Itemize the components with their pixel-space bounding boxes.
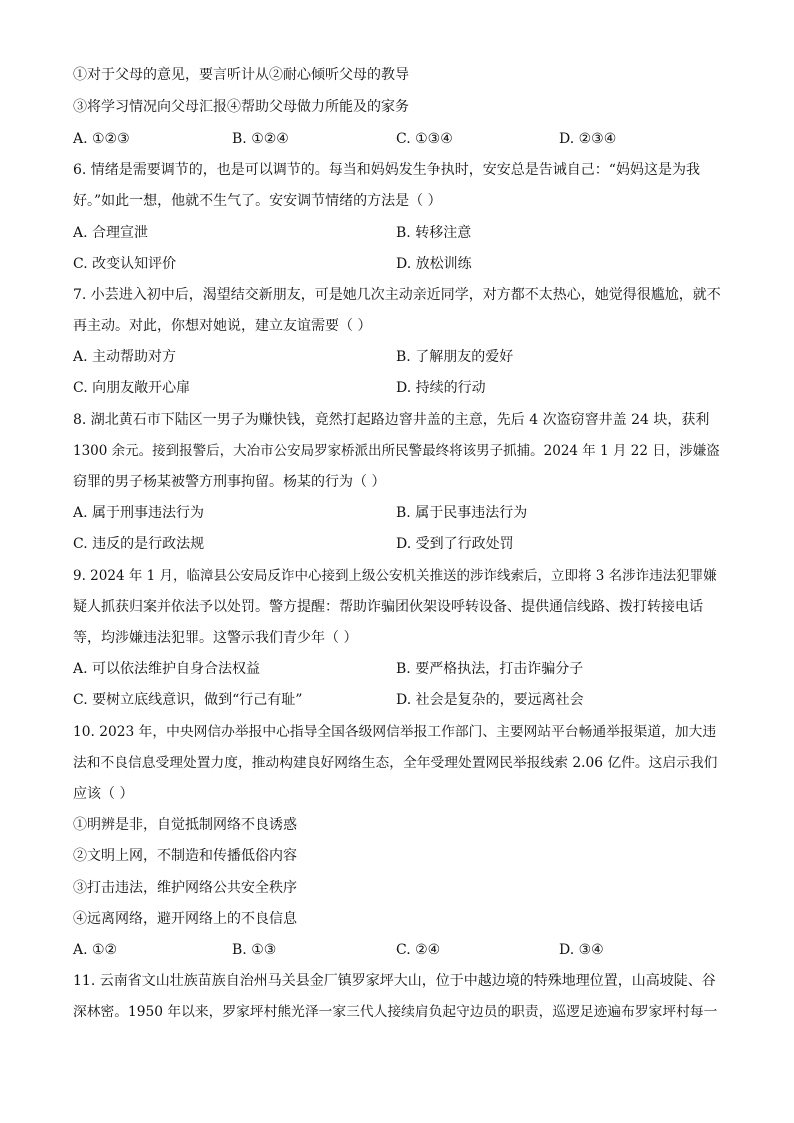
q9-option-a[interactable]: A. 可以依法维护自身合法权益 [73, 661, 261, 677]
q7-option-c[interactable]: C. 向朋友敞开心扉 [73, 380, 191, 396]
q10-statement-1: ①明辨是非，自觉抵制网络不良诱惑 [73, 817, 297, 833]
q9-option-d[interactable]: D. 社会是复杂的，要远离社会 [396, 692, 584, 708]
q8-option-c[interactable]: C. 违反的是行政法规 [73, 536, 205, 552]
q9-stem-line-1: 9. 2024 年 1 月，临漳县公安局反诈中心接到上级公安机关推送的涉诈线索后，立即将 3 名涉诈违法犯罪嫌 [73, 568, 717, 584]
q6-stem-line-2: 好。”如此一想，他就不生气了。安安调节情绪的方法是（ ） [73, 193, 442, 209]
q8-stem-line-3: 窃罪的男子杨某被警方刑事拘留。杨某的行为（ ） [73, 474, 386, 490]
q5-option-a[interactable]: A. ①②③ [73, 131, 130, 147]
q5-statement-3-4: ③将学习情况向父母汇报④帮助父母做力所能及的家务 [73, 99, 409, 115]
q8-option-a[interactable]: A. 属于刑事违法行为 [73, 505, 205, 521]
q7-stem-line-1: 7. 小芸进入初中后，渴望结交新朋友，可是她几次主动亲近同学，对方都不太热心，她觉得很尴尬，就不 [73, 287, 721, 303]
q10-option-a[interactable]: A. ①② [73, 942, 118, 958]
q5-statement-1-2: ①对于父母的意见，要言听计从②耐心倾听父母的教导 [73, 67, 409, 83]
q5-option-b[interactable]: B. ①②④ [232, 131, 289, 147]
q7-option-b[interactable]: B. 了解朋友的爱好 [396, 349, 514, 365]
q11-stem-line-1: 11. 云南省文山壮族苗族自治州马关县金厂镇罗家坪大山，位于中越边境的特殊地理位置，山高坡陡、谷 [73, 973, 716, 989]
q9-option-b[interactable]: B. 要严格执法，打击诈骗分子 [396, 661, 584, 677]
q6-option-d[interactable]: D. 放松训练 [396, 256, 472, 272]
q7-option-d[interactable]: D. 持续的行动 [396, 380, 486, 396]
q10-stem-line-1: 10. 2023 年，中央网信办举报中心指导全国各级网信举报工作部门、主要网站平台畅通举报渠道，加大违 [73, 724, 717, 740]
q8-stem-line-1: 8. 湖北黄石市下陆区一男子为赚快钱，竟然打起路边窨井盖的主意，先后 4 次盗窃窨井盖 24 块，获利 [73, 412, 710, 428]
q9-option-c[interactable]: C. 要树立底线意识，做到“行己有耻” [73, 692, 303, 708]
q10-statement-4: ④远离网络，避开网络上的不良信息 [73, 911, 297, 927]
q10-option-c[interactable]: C. ②④ [396, 942, 441, 958]
q10-stem-line-2: 法和不良信息受理处置力度，推动构建良好网络生态，全年受理处置网民举报线索 2.06 亿件。这启示我们 [73, 755, 718, 771]
q11-stem-line-2: 深林密。1950 年以来，罗家坪村熊光泽一家三代人接续肩负起守边员的职责，巡逻足迹遍布罗家坪村每一 [73, 1004, 718, 1020]
q7-option-a[interactable]: A. 主动帮助对方 [73, 349, 177, 365]
q7-stem-line-2: 再主动。对此，你想对她说，建立友谊需要（ ） [73, 318, 372, 334]
q10-statement-2: ②文明上网，不制造和传播低俗内容 [73, 848, 297, 864]
q10-stem-line-3: 应该（ ） [73, 786, 134, 802]
q10-option-b[interactable]: B. ①③ [232, 942, 277, 958]
q9-stem-line-3: 等，均涉嫌违法犯罪。这警示我们青少年（ ） [73, 630, 358, 646]
q5-option-d[interactable]: D. ②③④ [559, 131, 617, 147]
q10-option-d[interactable]: D. ③④ [559, 942, 604, 958]
q8-option-d[interactable]: D. 受到了行政处罚 [396, 536, 514, 552]
q6-option-a[interactable]: A. 合理宣泄 [73, 225, 149, 241]
q6-option-c[interactable]: C. 改变认知评价 [73, 256, 177, 272]
q9-stem-line-2: 疑人抓获归案并依法予以处罚。警方提醒：帮助诈骗团伙架设呼转设备、提供通信线路、拨打转接电话 [73, 599, 703, 615]
q8-option-b[interactable]: B. 属于民事违法行为 [396, 505, 528, 521]
q6-option-b[interactable]: B. 转移注意 [396, 225, 472, 241]
q5-option-c[interactable]: C. ①③④ [396, 131, 453, 147]
q8-stem-line-2: 1300 余元。接到报警后，大冶市公安局罗家桥派出所民警最终将该男子抓捕。2024 年 1 月 22 日，涉嫌盗 [73, 443, 720, 459]
q10-statement-3: ③打击违法，维护网络公共安全秩序 [73, 880, 297, 896]
q6-stem-line-1: 6. 情绪是需要调节的，也是可以调节的。每当和妈妈发生争执时，安安总是告诫自己：“妈妈这是为我 [73, 162, 700, 178]
